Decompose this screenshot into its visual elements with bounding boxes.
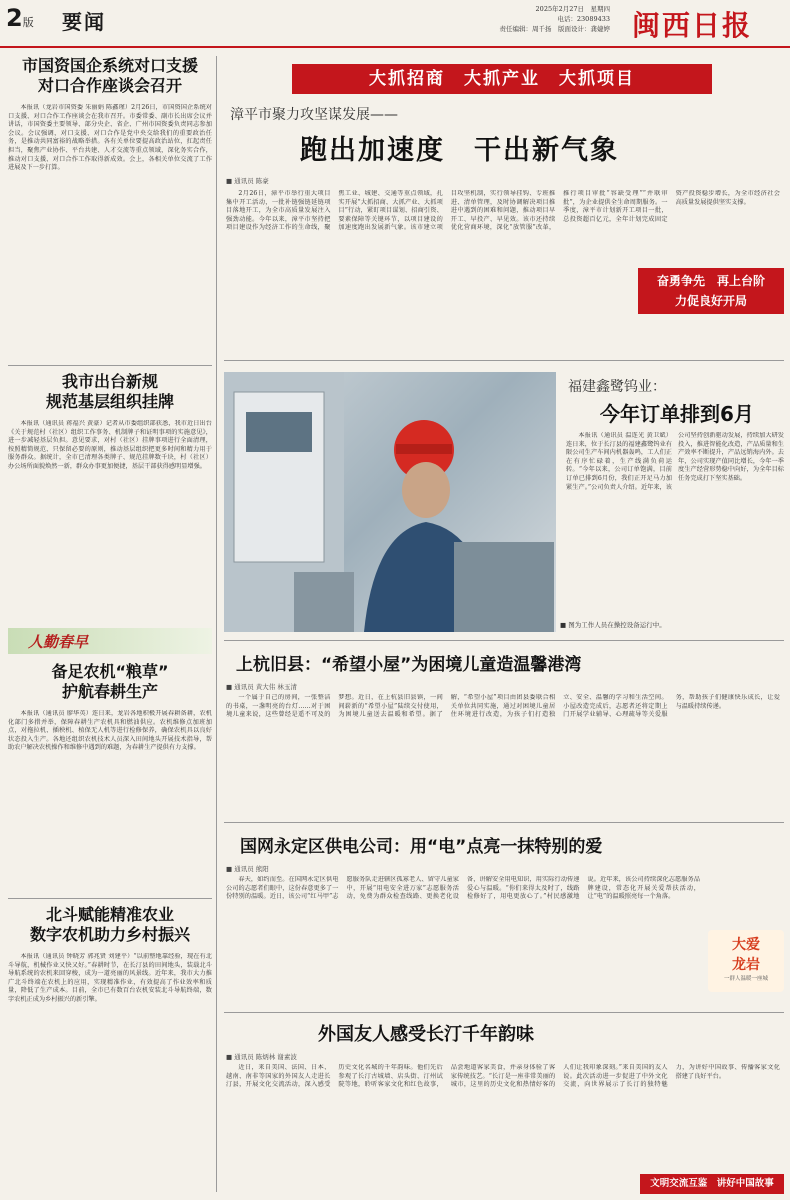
story-byline: ■ 通讯员 陈炳林 谢素波 [226, 1053, 297, 1061]
story-body: 本报讯（通讯员 温连光 黄卫斌）连日来，位于长汀县的福建鑫鹭钨业有限公司生产车间内机器轰鸣，工人们正在有序忙碌着，生产线满负荷运转。“今年以来，公司订单饱满，目前订单已排到6月份，我们正开足马力加紧生产。”公司负责人介绍。近年来，该公司坚持创新驱动发展，持续加大研发投入，推进智能化改造，产品质量和生产效率不断提升，产品远销海内外。去年，公司实现产值同比增长，今年一季度生产经营形势稳中向好，为全年目标任务完成打下坚实基础。 [566, 432, 784, 491]
issue-date: 2025年2月27日 星期四 [535, 5, 610, 13]
slogan-banner: 大抓招商 大抓产业 大抓项目 [292, 64, 712, 94]
masthead [0, 0, 790, 48]
story-body: 春天，如约而至。在国网永定区供电公司的志愿者们眼中，这份春意更多了一份特别的温暖。近日，该公司“红马甲”志愿服务队走进辖区孤寡老人、留守儿童家中，开展“用电安全进万家”志愿服务活动，免费为群众检查线路、更换老化设备，讲解安全用电知识，用实际行动传递爱心与温暖。“你们来得太及时了，线路检修好了，用电更放心了。”村民感激地说。近年来，该公司持续深化志愿服务品牌建设，常态化开展关爱帮扶活动，让“电”的温暖照亮每一个角落。 [226, 876, 700, 901]
story-kicker: 福建鑫鹭钨业： [568, 379, 666, 395]
bottom-banner: 文明交流互鉴 讲好中国故事 [640, 1174, 784, 1194]
masthead-info [420, 4, 610, 33]
article-body: 本报讯（通讯员 钟晓芳 郭兆贤 刘建平）“以前整地靠经验，现在有北斗导航，机械作业又快又好。”春耕时节，在长汀县的田间地头，装载北斗导航系统的农机来回穿梭，成为一道亮丽的风景线。近年来，我市大力推广北斗终端在农机上的应用，实现精准作业，有效提高了作业效率和质量，降低了生产成本。目前，全市已有数百台农机安装北斗导航终端，数字农机正成为乡村振兴的新引擎。 [8, 953, 212, 1003]
story-headline: 上杭旧县：“希望小屋”为困境儿童造温馨港湾 [236, 655, 582, 675]
article-title: 北斗赋能精准农业 数字农机助力乡村振兴 [29, 905, 190, 944]
phone: 电话：23089433 [557, 15, 610, 23]
story-headline: 今年订单排到6月 [600, 402, 754, 426]
article-body: 本报讯（通讯员 廖华英）连日来，龙岩各地积极开展春耕备耕，农机化部门多措并举，保障春耕生产农机具和燃油供应。农机维修点加班加点，对拖拉机、插秧机、植保无人机等进行检修保养，确保农机具以良好状态投入生产。各地还组织农机技术人员深入田间地头开展技术指导，帮助农户解决农机操作和维修中遇到的难题，为春耕生产提供有力支撑。 [8, 710, 212, 752]
paper-logo: 闽西日报 [632, 9, 753, 42]
charity-badge: 大爱 龙岩 一群人温暖一座城 [708, 930, 784, 992]
story-headline: 外国友人感受长汀千年韵味 [318, 1024, 534, 1045]
story-headline: 国网永定区供电公司：用“电”点亮一抹特别的爱 [240, 837, 603, 857]
divider [8, 898, 212, 899]
page-number: 2版 [6, 4, 34, 32]
feature-label: 人勤春早 [8, 628, 212, 654]
section-title: 要闻 [62, 10, 106, 34]
article-title: 备足农机“粮草” 护航春耕生产 [51, 662, 169, 701]
story-body: 一个属于自己的房间，一张整洁的书桌，一盏明亮的台灯……对于困境儿童来说，这些曾经是遥不可及的梦想。近日，在上杭县旧县镇，一间间崭新的“希望小屋”陆续交付使用，为困境儿童送去温暖和希望。据了解，“希望小屋”项目由团县委联合相关单位共同实施，通过对困境儿童居住环境进行改造，为孩子们打造独立、安全、温馨的学习和生活空间。小屋改造完成后，志愿者还将定期上门开展学业辅导、心理疏导等关爱服务，帮助孩子们健康快乐成长，让爱与温暖持续传递。 [226, 694, 780, 719]
divider [224, 1012, 784, 1013]
left-column [8, 56, 212, 1196]
divider [224, 640, 784, 641]
divider [8, 365, 212, 366]
article-body: 本报讯（通讯员 蒋福兴 黄豪）记者从市委组织部获悉，我市近日出台《关于规范村（社区）组织工作事务、机制牌子和证明事项的实施意见》，进一步减轻基层负担。意见要求，对村（社区）挂牌事项进行全面清理，按照精简规范、只保留必要的原则，推动基层组织把更多时间和精力用于服务群众。据统计，全市已清理各类牌子、规范挂牌数千块，村（社区）办公场所面貌焕然一新，群众办事更加便捷，基层干部获得感明显增强。 [8, 420, 212, 470]
article-title: 我市出台新规 规范基层组织挂牌 [45, 372, 174, 411]
main-kicker: 漳平市聚力攻坚谋发展—— [230, 107, 398, 123]
editors: 责任编辑：周千扬 版面设计：龚婕婷 [499, 25, 610, 33]
story-byline: ■ 通讯员 熊阳 [226, 865, 269, 873]
column-divider [216, 56, 217, 1192]
story-byline: ■ 通讯员 黄大伟 林玉清 [226, 683, 297, 691]
worker-at-machine-icon [224, 372, 556, 632]
main-body: 2月26日，漳平市举行重大项目集中开工活动，一批补链强链延链项目落地开工，为全市高质量发展注入强劲动能。今年以来，漳平市坚持把项目建设作为经济工作的生命线，聚焦工业、城建、交通等重点领域，扎实开展“大抓招商、大抓产业、大抓项目”行动，紧盯项目谋划、招商引资、要素保障等关键环节，以项目建设的加速度跑出发展新气象。该市建立项目攻坚机制，实行领导挂钩、专班推进、清单管理，及时协调解决项目推进中遇到的困难和问题，推动项目早开工、早投产、早见效。该市还持续优化营商环境，深化“放管服”改革，推行项目审批“容缺受理”“并联审批”，为企业提供全生命周期服务。一季度，漳平市计划新开工项目一批，总投资超百亿元，全年计划完成固定资产投资稳步增长，为全市经济社会高质量发展提供坚实支撑。 [226, 190, 780, 232]
divider [224, 822, 784, 823]
main-headline: 跑出加速度 干出新气象 [300, 135, 619, 166]
story-body: 近日，来自美国、法国、日本、越南、南非等国家的外国友人走进长汀县，开展文化交流活动，深入感受历史文化名城的千年韵味。他们先后参观了长汀古城墙、店头街、汀州试院等地，聆听客家文化和红色故事，品尝地道客家美食，并亲身体验了客家传统技艺。“长汀是一座非常美丽的城市，这里的历史文化和热情好客的人们让我印象深刻。”来自美国的友人说。此次活动进一步促进了中外文化交流，向世界展示了长汀的独特魅力，为讲好中国故事、传播客家文化搭建了良好平台。 [226, 1064, 780, 1089]
article-title: 市国资国企系统对口支援 对口合作座谈会召开 [21, 56, 198, 95]
main-byline: ■ 通讯员 陈豪 [226, 177, 269, 185]
factory-photo [224, 372, 556, 632]
side-banner: 奋勇争先 再上台阶 力促良好开局 [638, 268, 784, 314]
photo-caption: ■ 图为工作人员在操控设备运行中。 [560, 621, 666, 629]
divider [224, 360, 784, 361]
article-body: 本报讯（龙岩市国资委 朱丽娟 陈鑫瑾）2月26日，市国资国企系统对口支援、对口合作工作座谈会在我市召开。市委常委、副市长出席会议并讲话，市国资委主要领导、部分央企、省企、广州市国资委负责同志参加会议。会议强调，对口支援、对口合作是党中央交给我们的重要政治任务，是推动共同富裕的战略举措。各有关单位要提高政治站位，扛起责任担当，聚焦产业协作、平台共建、人才交流等重点领域，深化务实合作，推动对口支援、对口合作工作取得新成效。会上，各相关单位交流了工作进展及下一步打算。 [8, 104, 212, 172]
